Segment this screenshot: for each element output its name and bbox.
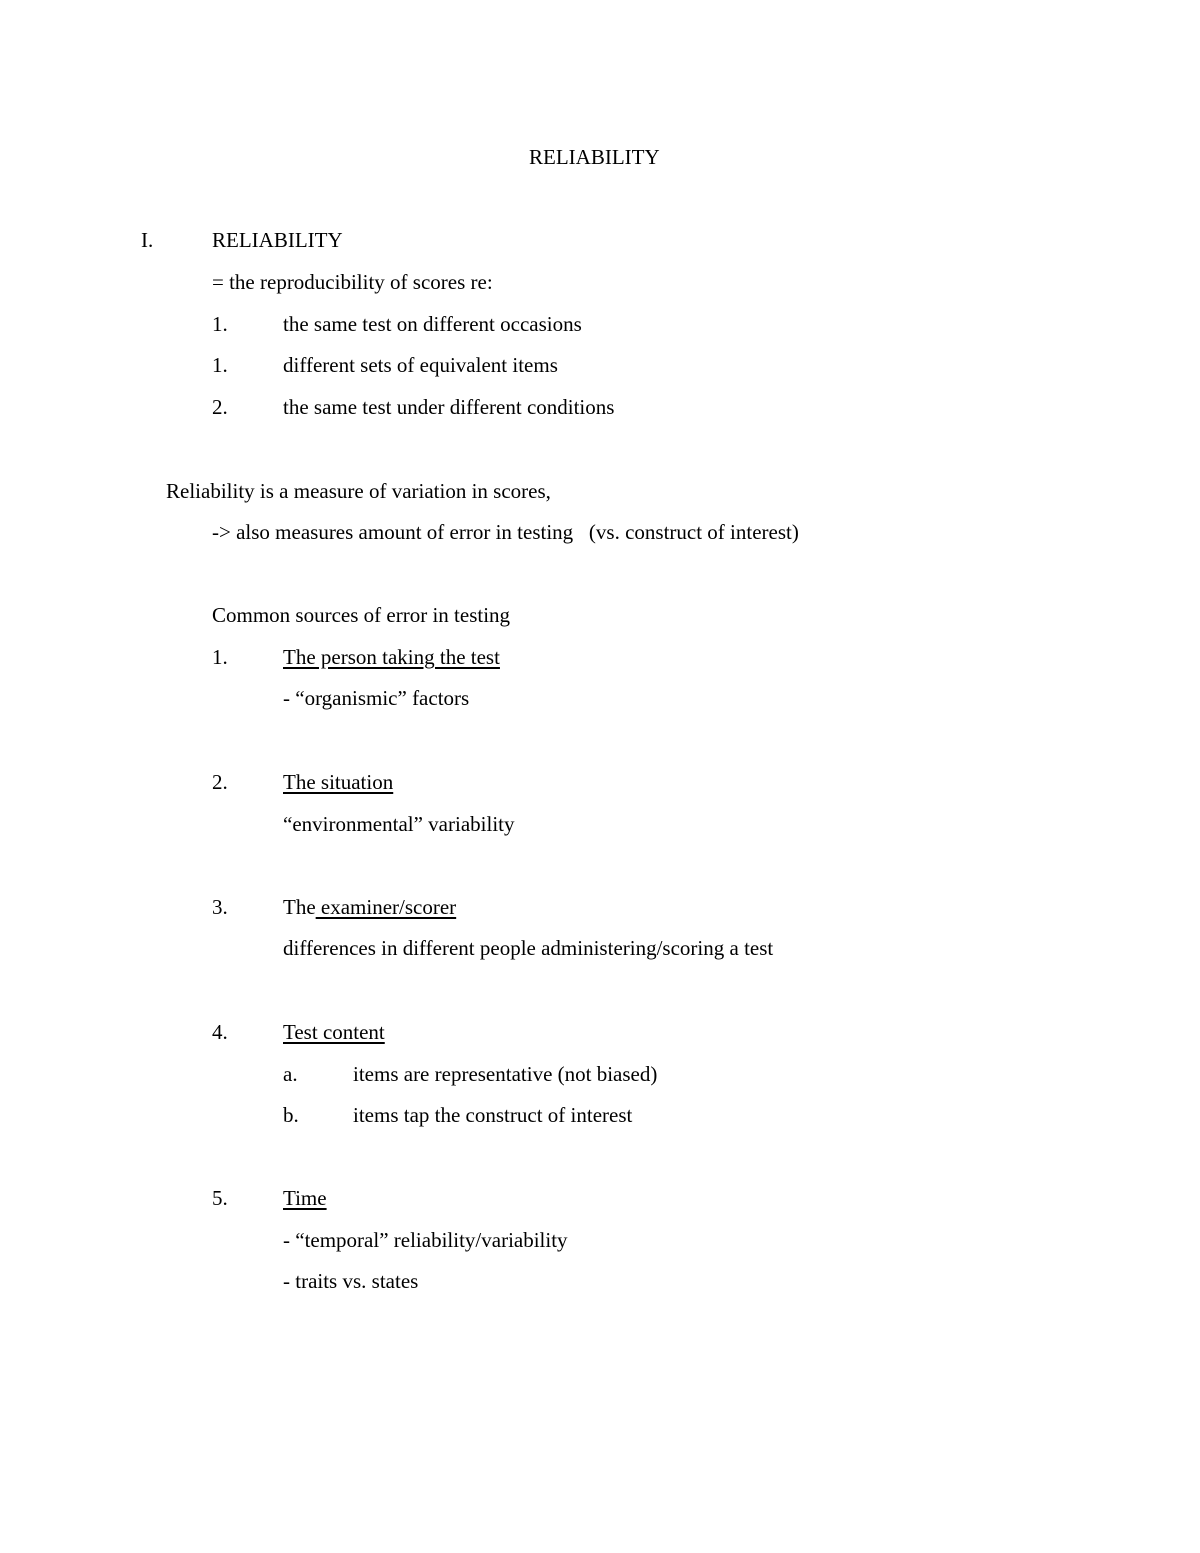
source-number: 3.	[212, 895, 228, 919]
source-title-prefix: The	[283, 895, 316, 919]
source-title: The situation	[283, 770, 394, 794]
section-numeral: I.	[141, 228, 154, 252]
list-item-text: the same test on different occasions	[283, 312, 582, 336]
source-note: “environmental” variability	[283, 812, 515, 836]
source-number: 2.	[212, 770, 228, 794]
source-note: - “organismic” factors	[283, 686, 470, 710]
list-item-number: 1.	[212, 312, 228, 336]
list-item-text: the same test under different conditions	[283, 395, 615, 419]
source-number: 5.	[212, 1186, 228, 1210]
source-title: examiner/scorer	[315, 895, 457, 919]
source-title-wrapper	[283, 895, 456, 919]
source-note: - traits vs. states	[283, 1269, 419, 1293]
list-item-number: 1.	[212, 353, 228, 377]
list-item-number: 2.	[212, 395, 228, 419]
source-note: - “temporal” reliability/variability	[283, 1228, 568, 1252]
section-heading: RELIABILITY	[212, 228, 343, 252]
page-title: RELIABILITY	[529, 145, 660, 169]
sources-heading: Common sources of error in testing	[212, 603, 511, 627]
source-number: 4.	[212, 1020, 228, 1044]
subitem-text: items are representative (not biased)	[353, 1062, 658, 1086]
source-number: 1.	[212, 645, 228, 669]
source-title: The person taking the test	[283, 645, 500, 669]
list-item-text: different sets of equivalent items	[283, 353, 558, 377]
source-title: Test content	[283, 1020, 385, 1044]
source-title: Time	[283, 1186, 327, 1210]
variation-detail: -> also measures amount of error in testing (vs. construct of interest)	[212, 520, 799, 544]
variation-statement: Reliability is a measure of variation in scores,	[166, 479, 551, 503]
source-note: differences in different people administering/scoring a test	[283, 936, 774, 960]
subitem-letter: b.	[283, 1103, 299, 1127]
subitem-letter: a.	[283, 1062, 298, 1086]
subitem-text: items tap the construct of interest	[353, 1103, 633, 1127]
definition-text: = the reproducibility of scores re:	[212, 270, 493, 294]
